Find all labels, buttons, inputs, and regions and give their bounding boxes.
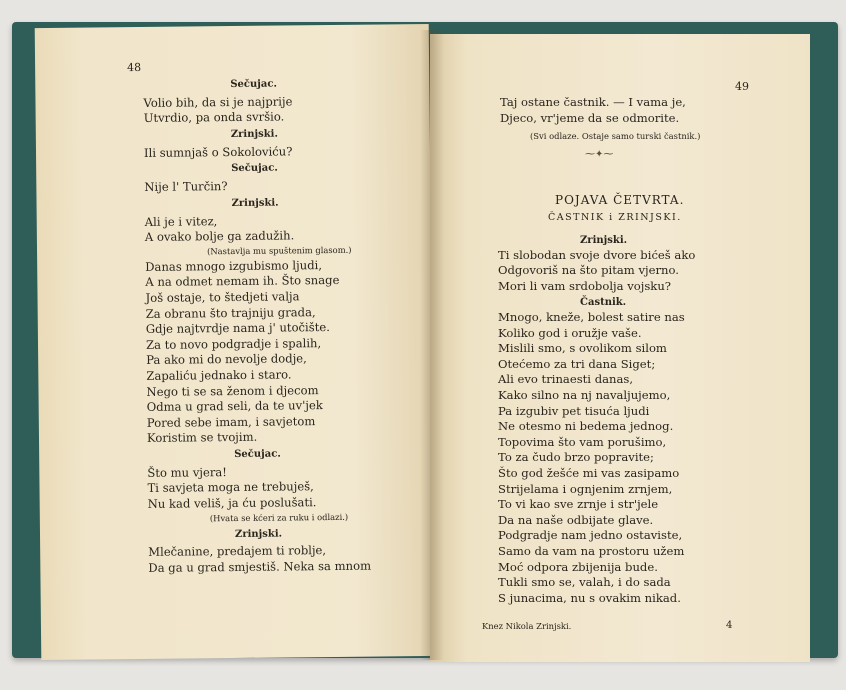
verse-line: Nu kad veliš, ja ću poslušati. bbox=[147, 495, 317, 511]
verse-line: Moć odpora zbijenija bude. bbox=[498, 559, 658, 574]
verse-line: Koristim se tvojim. bbox=[146, 430, 258, 446]
top-line-2: Djeco, vr'jeme da se odmorite. bbox=[500, 111, 680, 125]
verse-line: Ti savjeta moga ne trebuješ, bbox=[147, 479, 314, 496]
verse-line: Samo da vam na prostoru užem bbox=[498, 544, 685, 558]
verse-line: Ili sumnjaš o Sokoloviću? bbox=[143, 144, 293, 160]
verse-line: Odgovoriš na što pitam vjerno. bbox=[498, 263, 679, 278]
verse-line: Da na naše odbijate glave. bbox=[498, 512, 654, 527]
verse-line: Nego ti se sa ženom i djecom bbox=[146, 382, 319, 399]
verse-line: A ovako bolje ga zadužih. bbox=[144, 228, 295, 245]
verse-line: Što mu vjera! bbox=[147, 464, 227, 480]
verse-line: Podgradje nam jedno ostaviste, bbox=[498, 528, 683, 543]
speaker-name: Častnik. bbox=[580, 297, 627, 309]
verse-line: Pa izgubiv pet tisuća ljudi bbox=[498, 403, 650, 418]
verse-line: Odma u grad seli, da te uv'jek bbox=[146, 398, 323, 415]
right-page bbox=[430, 34, 810, 662]
verse-line: Za to novo podgradje i spalih, bbox=[145, 335, 322, 352]
scene-subtitle: ČASTNIK i ZRINJSKI. bbox=[548, 212, 682, 223]
verse-line: Ali evo trinaesti danas, bbox=[498, 372, 634, 387]
page-footer-title: Knez Nikola Zrinjski. bbox=[482, 621, 572, 631]
verse-line: Kako silno na nj navaljujemo, bbox=[498, 388, 671, 402]
verse-line: Nije l' Turčin? bbox=[144, 179, 228, 195]
verse-line: S junacima, nu s ovakim nikad. bbox=[498, 590, 681, 605]
verse-line: Mori li vam srdobolja vojsku? bbox=[498, 278, 672, 293]
verse-line: To za čudo brzo popravite; bbox=[498, 450, 654, 465]
ornament-divider-icon: ⁓✦⁓ bbox=[585, 149, 614, 160]
speaker-name: Zrinjski. bbox=[231, 197, 279, 209]
verse-line: Otećemo za tri dana Siget; bbox=[498, 356, 656, 371]
signature-number: 4 bbox=[726, 620, 733, 631]
verse-line: Još ostaje, to štedjeti valja bbox=[145, 289, 300, 305]
top-line-1: Taj ostane častnik. — I vama je, bbox=[500, 95, 686, 109]
speaker-name: Zrinjski. bbox=[234, 528, 283, 540]
left-page-number: 48 bbox=[127, 60, 142, 75]
verse-line: Pa ako mi do nevolje dodje, bbox=[146, 351, 307, 368]
verse-line: A na odmet nemam ih. Što snage bbox=[145, 273, 340, 290]
verse-line: Tukli smo se, valah, i do sada bbox=[498, 575, 671, 590]
verse-line: Ali je i vitez, bbox=[144, 213, 218, 229]
verse-line: Mlečanine, predajem ti roblje, bbox=[148, 543, 327, 560]
stage-direction: (Nastavlja mu spuštenim glasom.) bbox=[206, 244, 352, 257]
speaker-name: Sečujac. bbox=[230, 78, 277, 91]
verse-line: Pored sebe imam, i savjetom bbox=[146, 413, 316, 430]
stage-direction: (Hvata se kćeri za ruku i odlazi.) bbox=[209, 511, 349, 523]
verse-line: Da ga u grad smjestiš. Neka sa mnom bbox=[148, 558, 372, 575]
verse-line: To vi kao sve zrnje i str'jele bbox=[498, 497, 659, 512]
stage-direction-top: (Svi odlaze. Ostaje samo turski častnik.) bbox=[530, 131, 701, 141]
left-page bbox=[35, 24, 436, 660]
verse-line: Gdje najtvrdje nama j' utočište. bbox=[145, 320, 330, 337]
verse-line: Koliko god i oružje vaše. bbox=[498, 325, 642, 340]
verse-line: Danas mnogo izgubismo ljudi, bbox=[145, 257, 323, 274]
verse-line: Što god žešće mi vas zasipamo bbox=[498, 466, 680, 480]
verse-line: Zapaliću jednako i staro. bbox=[146, 367, 292, 383]
verse-line: Volio bih, da si je najprije bbox=[143, 94, 293, 110]
verse-line: Ti slobodan svoje dvore bićeš ako bbox=[498, 247, 696, 262]
verse-line: Utvrdio, pa onda svršio. bbox=[143, 109, 285, 126]
verse-line: Strijelama i ognjenim zrnjem, bbox=[498, 481, 673, 496]
verse-line: Topovima što vam porušimo, bbox=[498, 434, 667, 449]
right-page-number: 49 bbox=[735, 80, 749, 93]
speaker-name: Sečujac. bbox=[234, 448, 281, 461]
verse-line: Ne otesmo ni bedema jednog. bbox=[498, 419, 674, 434]
verse-line: Za obranu što trajniju grada, bbox=[145, 304, 316, 321]
speaker-name: Zrinjski. bbox=[580, 235, 628, 246]
speaker-name: Sečujac. bbox=[231, 162, 278, 175]
scene-title: POJAVA ČETVRTA. bbox=[555, 193, 685, 207]
verse-line: Mnogo, kneže, bolest satire nas bbox=[498, 310, 685, 324]
speaker-name: Zrinjski. bbox=[230, 128, 278, 141]
verse-line: Mislili smo, s ovolikom silom bbox=[498, 341, 667, 356]
